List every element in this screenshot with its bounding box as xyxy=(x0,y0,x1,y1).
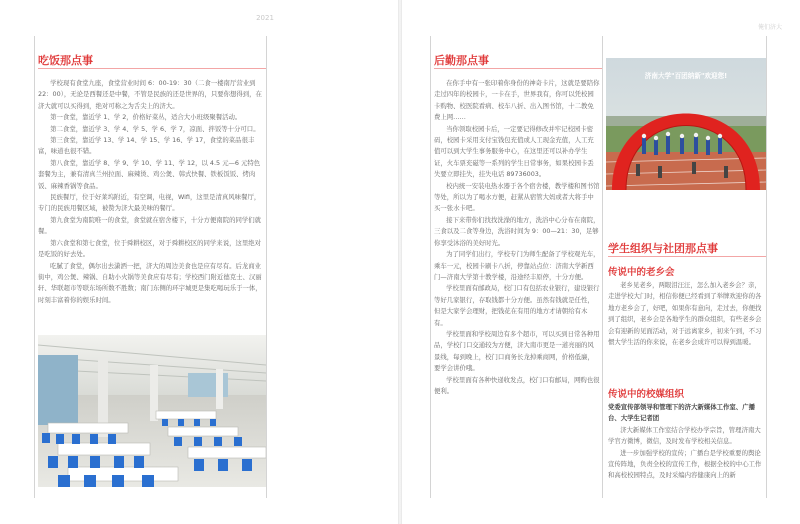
campus-media-heading: 党委宣传部领导和管理下的济大新媒体工作室、广播台、大学生记者团 xyxy=(608,403,755,423)
section-title-food: 吃饭那点事 xyxy=(38,54,93,67)
left-page xyxy=(0,0,398,524)
running-header: 俺们济大 xyxy=(757,24,782,31)
food-paragraph: 第六食堂和第七食堂，位于舜耕校区，对于舜耕校区的同学来说，这里绝对是吃饭的好去处。 xyxy=(38,238,262,259)
food-paragraph: 民族餐厅，位于好莱坞附近，有空调，电视，Wifi，这里是清真风味餐厅，专门的民族用餐区域，被赞为济大最美味的餐厅。 xyxy=(38,193,261,213)
food-paragraph: 第八食堂，靠近学 8、学 9、学 10、学 11、学 12，以 4.5 元—6 元特色套餐为主，兼有清真兰州拉面、麻辣烫、鸡公煲、韩式快餐、铁板饭饭、烤肉饭、麻辣香锅等食品。 xyxy=(38,158,261,190)
campus-media-text xyxy=(608,402,766,482)
canteen-photo xyxy=(38,335,266,487)
right-left-margin-rule xyxy=(430,36,431,498)
section-underline xyxy=(434,68,602,69)
logistics-paragraph: 校内统一安装电热水器于各个宿舍楼，教学楼和图书馆等处，所以为了喝水方便，赶紧从宿管大妈或者大将手中买一张水卡吧。 xyxy=(434,181,600,213)
hometown-text xyxy=(608,280,766,348)
left-right-margin-rule xyxy=(266,36,267,498)
food-paragraph: 第二食堂，靠近学 3、学 4、学 5、学 6、学 7，凉面、拌饭等十分可口。 xyxy=(50,124,260,133)
logistics-paragraph: 在你手中有一张印着你身份的神奇卡片，这就是要陪你走过四年的校园卡，一卡在手，世界我有，你可以凭校园卡购物、校医院看病、校车八折、出入图书馆，十二教免费上网…… xyxy=(434,79,600,122)
food-paragraph: 吃腻了食堂，偶尔出去潇洒一把，济大的周边美食也是应有尽有。后龙商业街中，鸡公煲、辣锅、自助小火锅等美食应有尽有；学校西门附近德克士、汉丽轩、华联超市等联东场所数不胜数；南门东侧的环宇城更是集吃喝玩乐于一体，时刻丰富着你的娱乐时间。 xyxy=(38,261,262,304)
page-number: 2021 xyxy=(256,14,274,22)
section-title-organizations: 学生组织与社团那点事 xyxy=(608,242,718,255)
section-title-logistics: 后勤那点事 xyxy=(434,54,489,67)
logistics-paragraph: 接下来带你们找找洗澡的地方，洗浴中心分布在南院，三食以及二食等身边，洗浴时间为 9：00—21：30，足够你享受沐浴的美好时光。 xyxy=(434,215,600,247)
food-text-column xyxy=(38,78,266,306)
logistics-text-column xyxy=(434,78,600,397)
section-underline xyxy=(38,68,266,69)
food-paragraph: 学校现有食堂九座，食堂营业时间 6：00-19：30（二食一楼南厅营业到 22：00），无论是西餐还是中餐，不管是民族的还是世界的，只要你想得到，在济大就可以买得到，绝对可称之为舌尖上的济大。 xyxy=(38,79,262,110)
logistics-paragraph: 为了同学们出行，学校专门为师生配备了学校观光车，乘车一元，校园卡刷卡八折，停靠站点位：济南大学新西门—济南大学第十教学楼，沿途经丰原停，十分方便。 xyxy=(434,250,600,281)
left-margin-rule xyxy=(34,36,35,498)
section-underline xyxy=(608,256,766,257)
logistics-paragraph: 学校里面和学校周边有多个超市，可以买到日常各种用品，学校门口交通较为方便，济大南市更是一道亮丽的风景线，每到晚上，校门口商务长龙掉乘商网，价格低廉，要学会讲价哦。 xyxy=(434,329,600,373)
campus-media-paragraph: 进一步加强学校的宣传；广播台是学校重要的舆论宣传阵地，负责全校的宣传工作，根据全校的中心工作和高校校园特点，及时采编内容健康向上的新 xyxy=(608,448,762,480)
arch-banner-text: 济南大学"百团纳新"欢迎您! xyxy=(644,72,728,80)
food-paragraph: 第九食堂为南院唯一的食堂，食堂就在宿舍楼下，十分方便南院的同学们就餐。 xyxy=(38,215,262,236)
right-right-margin-rule xyxy=(766,36,767,498)
hometown-paragraph: 老乡见老乡，两眼泪汪汪，怎么加入老乡会？亲，走进学校大门时，相信你便已经看到了举牌欢迎你的各地方老乡会了，好吧，如果你有意向，走过去，你便找到了组织，老乡会是各地学生的群众组织，有些老乡会会有迎新的见面活动，对于远离家乡，初来乍到，不习惯大学生活的你来说，在老乡会成许可以得到温暖。 xyxy=(608,281,762,347)
subtitle-campus-media: 传说中的校媒组织 xyxy=(608,389,685,400)
logistics-paragraph: 当你领取校园卡后，一定要记得修改并牢记校园卡密码，校园卡采用支付宝钱包充值或人工现金充值，人工充值可以到大学生事务服务中心，在这里还可以补办学生证，火车票充磁等一系列的学生日常事务，如果校园卡丢失要立即挂失，挂失电话 89736003。 xyxy=(434,124,594,179)
club-fair-photo xyxy=(606,58,766,190)
right-page xyxy=(402,0,800,524)
right-center-rule xyxy=(602,36,603,498)
food-paragraph: 第一食堂，靠近学 1、学 2，价格好菜丛，适合大小班级聚餐活动。 xyxy=(50,113,242,122)
logistics-paragraph: 学校里面有各种快递收发点，校门口有邮局，网购也很便利。 xyxy=(434,375,600,395)
logistics-paragraph: 学校里面有邮政局，校门口有包括农业银行，建设银行等好几家银行，存取钱都十分方便。虽然有钱就是任性，但是大家学会理财，把钱花在有用的地方才请朝给有木有。 xyxy=(434,284,600,327)
food-paragraph: 第三食堂，靠近学 13、学 14、学 15、学 16、学 17，食堂的菜品很丰富，味道也很不错。 xyxy=(38,136,255,156)
subtitle-hometown-association: 传说中的老乡会 xyxy=(608,267,675,278)
campus-media-paragraph: 济大新媒体工作室结合学校办学宗旨，管理济南大学官方微博，微信，及时发布学校相关信息。 xyxy=(608,425,761,446)
